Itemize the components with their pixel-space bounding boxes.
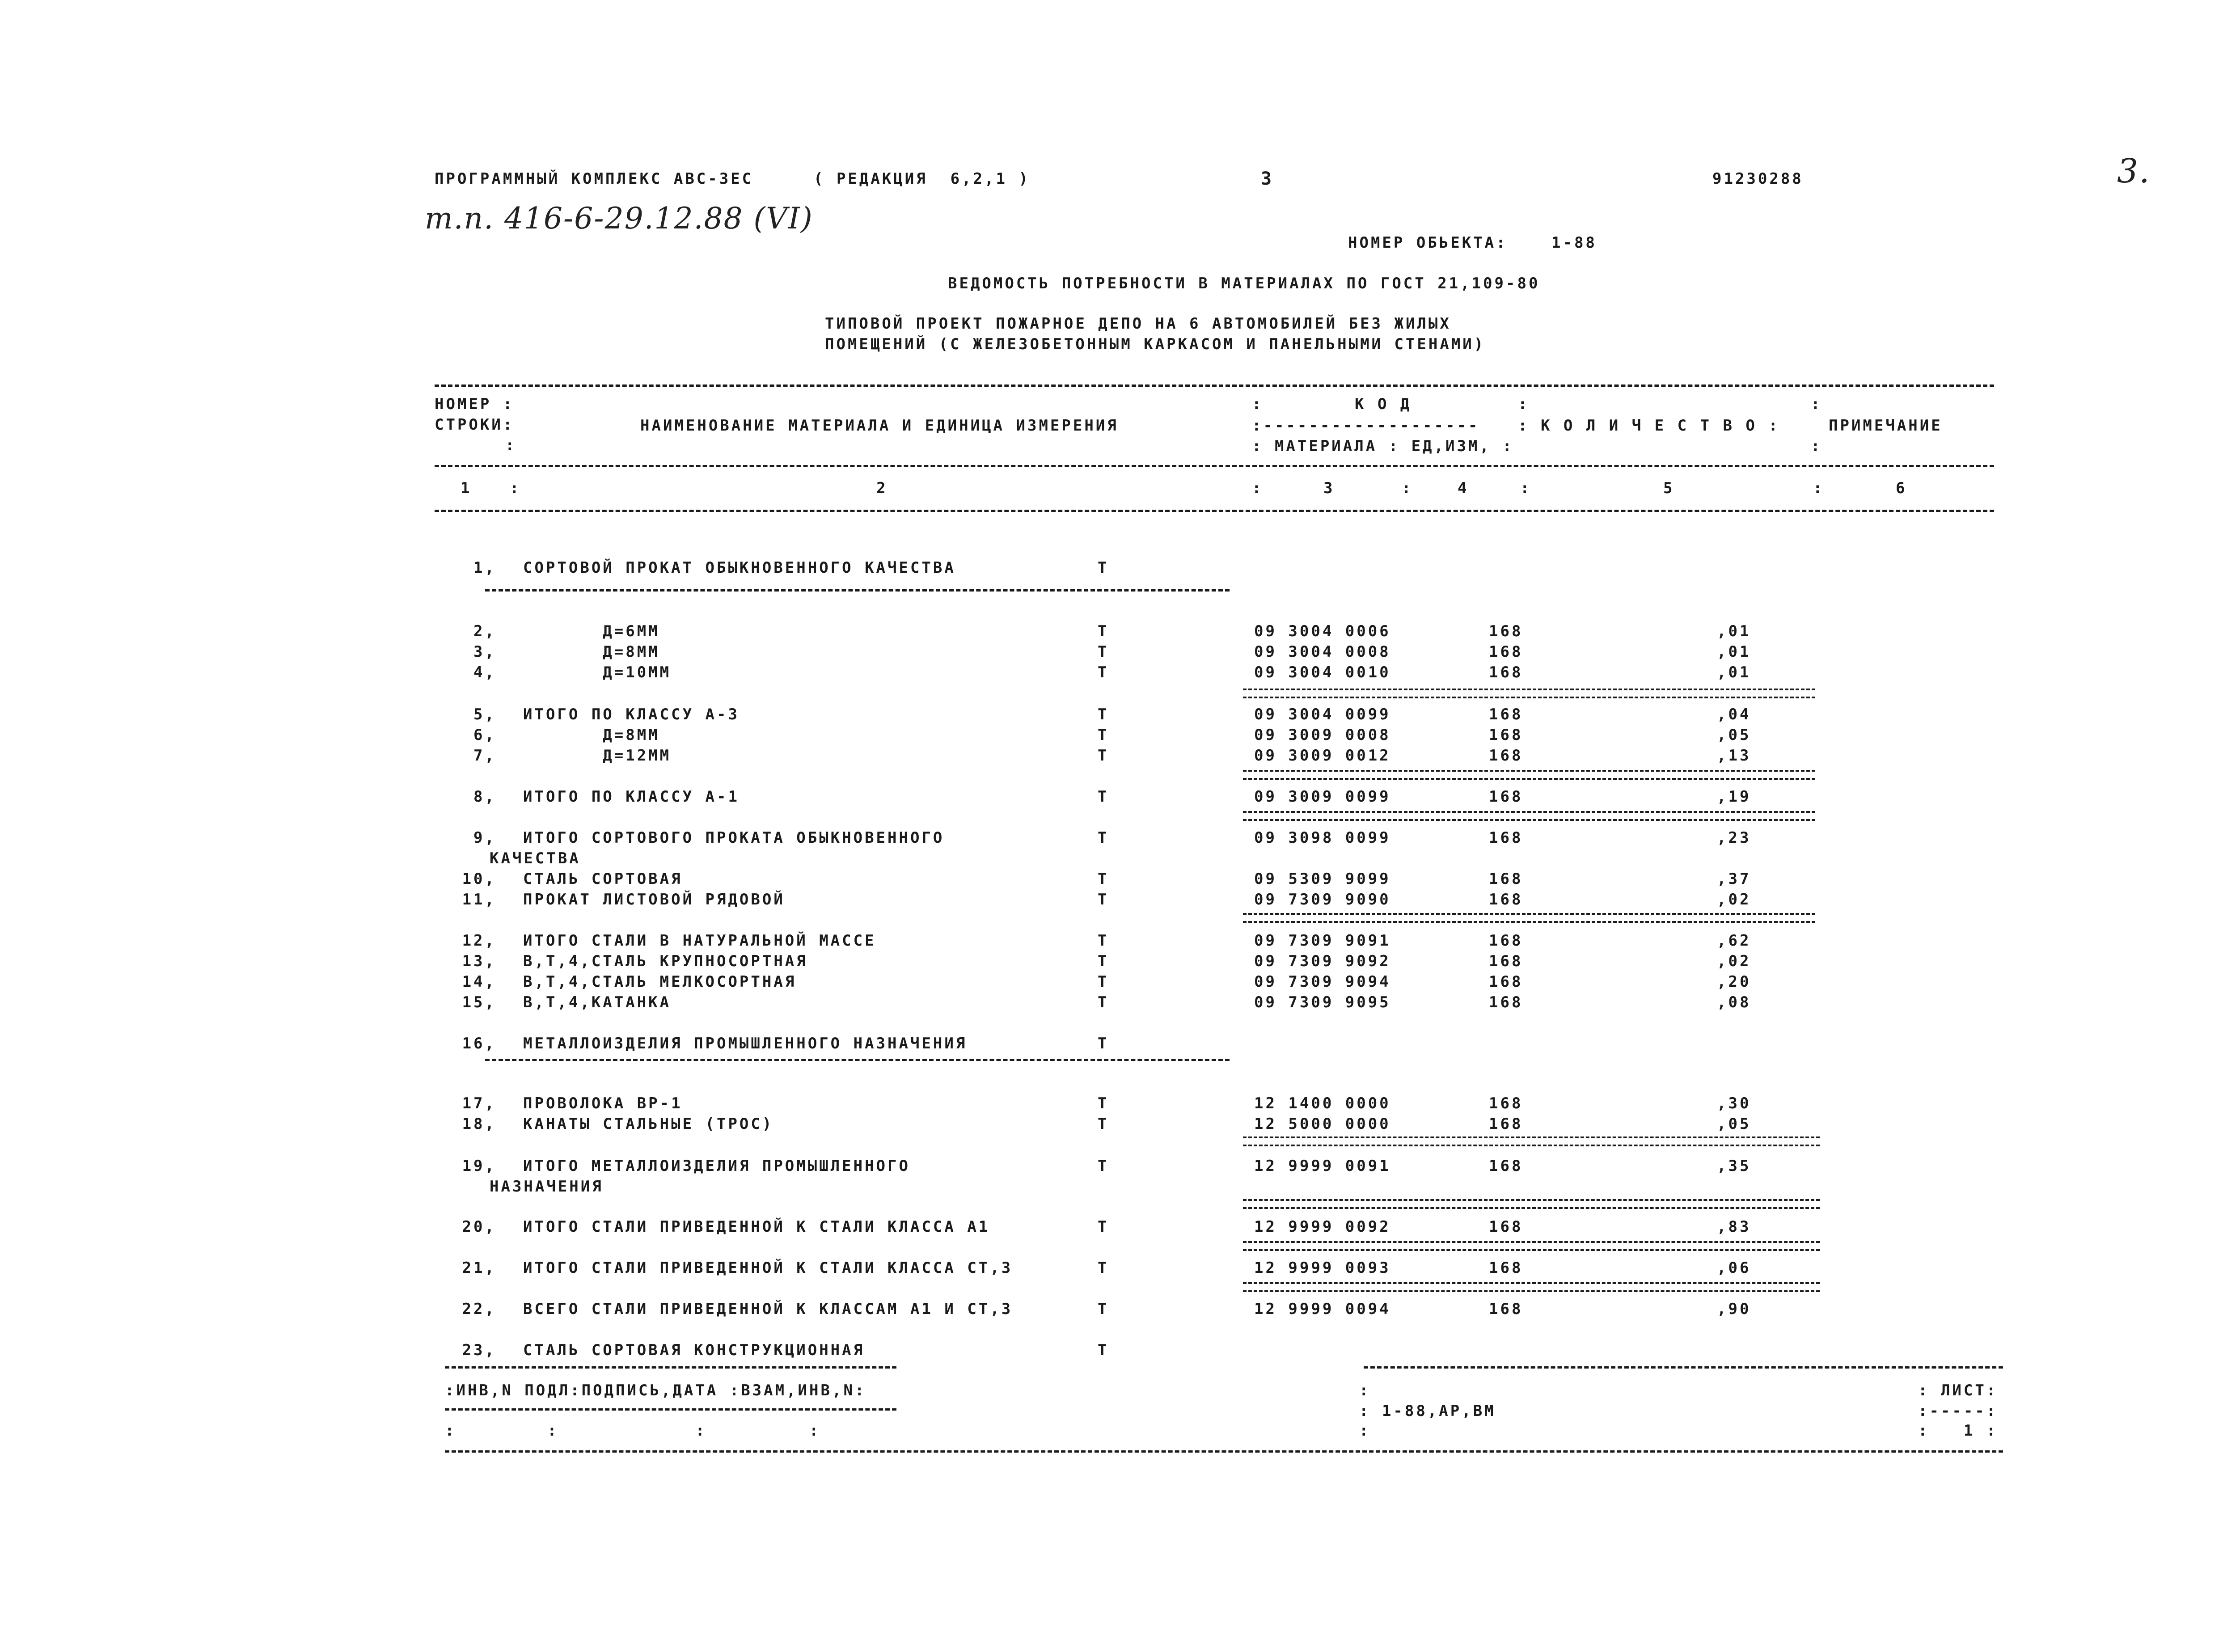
quantity: ,13 [1717, 747, 1751, 765]
stamp-bottom-rule [445, 1450, 2003, 1453]
material-code: 09 7309 9091 [1254, 932, 1391, 950]
header-quantity: : К О Л И Ч Е С Т В О : [1518, 417, 1780, 435]
row-number: 16, [462, 1035, 496, 1052]
stamp-right-mark: : [1359, 1382, 1371, 1399]
material-code: 12 9999 0094 [1254, 1300, 1391, 1318]
material-code: 09 3098 0099 [1254, 829, 1391, 847]
quantity: ,23 [1717, 829, 1751, 847]
table-row [0, 706, 2223, 726]
header-code: К О Д [1355, 395, 1412, 413]
header-row-number-1: НОМЕР : [435, 395, 515, 413]
row-number: 12, [462, 932, 496, 950]
unit: Т [1098, 622, 1109, 640]
unit-code: 168 [1489, 973, 1523, 991]
unit-code: 168 [1489, 891, 1523, 908]
header-mid-rule [435, 465, 1994, 467]
unit: Т [1098, 1341, 1109, 1359]
unit-code: 168 [1489, 952, 1523, 970]
material-code: 09 7309 9095 [1254, 993, 1391, 1011]
unit-code: 168 [1489, 932, 1523, 950]
header-code-divider: :------------------- [1252, 417, 1480, 435]
material-name: В,Т,4,СТАЛЬ МЕЛКОСОРТНАЯ [523, 973, 797, 991]
header-code-material: : МАТЕРИАЛА : ЕД,ИЗМ, : [1252, 437, 1514, 455]
material-name: ВСЕГО СТАЛИ ПРИВЕДЕННОЙ К КЛАССАМ А1 И СТ,3 [523, 1300, 1013, 1318]
quantity: ,01 [1717, 622, 1751, 640]
unit: Т [1098, 747, 1109, 765]
material-name: ПРОКАТ ЛИСТОВОЙ РЯДОВОЙ [523, 891, 785, 908]
table-row [0, 643, 2223, 663]
unit: Т [1098, 870, 1109, 888]
quantity: ,06 [1717, 1259, 1751, 1277]
header-bottom-rule [435, 510, 1994, 512]
material-code: 09 3009 0099 [1254, 788, 1391, 806]
table-row [0, 1094, 2223, 1115]
material-name: Д=8ММ [523, 726, 660, 744]
material-name: ИТОГО МЕТАЛЛОИЗДЕЛИЯ ПРОМЫШЛЕННОГО [523, 1157, 910, 1175]
row-number: 2, [473, 622, 496, 640]
quantity: ,01 [1717, 663, 1751, 681]
column-number-2: 2 [876, 479, 888, 497]
material-name: ПРОВОЛОКА ВР-1 [523, 1094, 683, 1112]
edition: ( РЕДАКЦИЯ 6,2,1 ) [814, 170, 1030, 188]
unit: Т [1098, 1115, 1109, 1133]
material-name: ИТОГО СТАЛИ В НАТУРАЛЬНОЙ МАССЕ [523, 932, 876, 950]
row-number: 14, [462, 973, 496, 991]
row-number: 10, [462, 870, 496, 888]
row-number: 17, [462, 1094, 496, 1112]
material-name: Д=6ММ [523, 622, 660, 640]
material-code: 09 3009 0008 [1254, 726, 1391, 744]
unit-code: 168 [1489, 726, 1523, 744]
material-name: В,Т,4,СТАЛЬ КРУПНОСОРТНАЯ [523, 952, 808, 970]
table-row [0, 870, 2223, 891]
unit-code: 168 [1489, 706, 1523, 723]
program-name: ПРОГРАММНЫЙ КОМПЛЕКС АВС-3ЕС [435, 170, 754, 188]
material-name: Д=10ММ [523, 663, 672, 681]
quantity: ,19 [1717, 788, 1751, 806]
unit-code: 168 [1489, 1300, 1523, 1318]
section-underline [485, 1059, 1230, 1061]
material-name: ИТОГО ПО КЛАССУ А-3 [523, 706, 740, 723]
header-code-sep-1: : [1252, 395, 1264, 413]
quantity: ,05 [1717, 726, 1751, 744]
stamp-left-labels: :ИНВ,N ПОДЛ:ПОДПИСЬ,ДАТА :ВЗАМ,ИНВ,N: [445, 1382, 866, 1399]
material-name: КАЧЕСТВА [490, 849, 581, 867]
object-number: 1-88 [1551, 234, 1597, 252]
row-number: 19, [462, 1157, 496, 1175]
material-code: 09 3004 0008 [1254, 643, 1391, 661]
unit: Т [1098, 1094, 1109, 1112]
sheet-separator: :-----: [1918, 1402, 1998, 1420]
material-name: Д=12ММ [523, 747, 672, 765]
header-note-sep-1: : [1811, 395, 1822, 413]
row-number: 4, [473, 663, 496, 681]
material-code: 09 3004 0010 [1254, 663, 1391, 681]
material-name: ИТОГО СТАЛИ ПРИВЕДЕННОЙ К СТАЛИ КЛАССА А1 [523, 1218, 990, 1236]
row-number: 1, [473, 559, 496, 577]
table-row [0, 849, 2223, 870]
header-note-sep-3: : [1811, 437, 1822, 455]
material-code: 09 3009 0012 [1254, 747, 1391, 765]
quantity: ,08 [1717, 993, 1751, 1011]
section-underline [485, 589, 1230, 592]
unit: Т [1098, 829, 1109, 847]
material-name: ИТОГО СОРТОВОГО ПРОКАТА ОБЫКНОВЕННОГО [523, 829, 945, 847]
stamp-left-blank: : : : : [445, 1422, 821, 1440]
header-note: ПРИМЕЧАНИЕ [1829, 417, 1943, 435]
column-number-3: 3 [1323, 479, 1335, 497]
material-code: 12 1400 0000 [1254, 1094, 1391, 1112]
document-code-stamp: : 1-88,АР,ВМ [1359, 1402, 1496, 1420]
table-row [0, 747, 2223, 767]
material-name: СТАЛЬ СОРТОВАЯ КОНСТРУКЦИОННАЯ [523, 1341, 865, 1359]
subtotal-rule [1243, 1137, 1820, 1146]
page-number: 3 [1261, 169, 1274, 189]
column-number-4: 4 [1458, 479, 1469, 497]
table-row [0, 726, 2223, 747]
unit-code: 168 [1489, 1115, 1523, 1133]
table-row [0, 993, 2223, 1014]
column-number-1: 1 [461, 479, 472, 497]
material-code: 12 9999 0092 [1254, 1218, 1391, 1236]
unit: Т [1098, 1218, 1109, 1236]
column-sep: : [1252, 479, 1264, 497]
unit-code: 168 [1489, 1218, 1523, 1236]
table-row [0, 932, 2223, 952]
subtotal-rule [1243, 1282, 1820, 1292]
quantity: ,30 [1717, 1094, 1751, 1112]
unit: Т [1098, 706, 1109, 723]
table-row [0, 1035, 2223, 1055]
unit-code: 168 [1489, 643, 1523, 661]
quantity: ,05 [1717, 1115, 1751, 1133]
material-code: 09 7309 9090 [1254, 891, 1391, 908]
column-sep: : [510, 479, 521, 497]
stamp-left-mid-rule [445, 1408, 896, 1411]
material-name: МЕТАЛЛОИЗДЕЛИЯ ПРОМЫШЛЕННОГО НАЗНАЧЕНИЯ [523, 1035, 968, 1052]
row-number: 13, [462, 952, 496, 970]
quantity: ,04 [1717, 706, 1751, 723]
unit: Т [1098, 952, 1109, 970]
unit-code: 168 [1489, 663, 1523, 681]
unit: Т [1098, 643, 1109, 661]
material-code: 12 9999 0093 [1254, 1259, 1391, 1277]
column-number-6: 6 [1896, 479, 1907, 497]
material-code: 12 5000 0000 [1254, 1115, 1391, 1133]
table-row [0, 952, 2223, 973]
sheet-label: : ЛИСТ: [1918, 1382, 1998, 1399]
quantity: ,01 [1717, 643, 1751, 661]
material-code: 09 3004 0006 [1254, 622, 1391, 640]
material-code: 09 7309 9092 [1254, 952, 1391, 970]
quantity: ,35 [1717, 1157, 1751, 1175]
row-number: 8, [473, 788, 496, 806]
document-subtitle-1: ТИПОВОЙ ПРОЕКТ ПОЖАРНОЕ ДЕПО НА 6 АВТОМОБИЛЕЙ БЕЗ ЖИЛЫХ [825, 315, 1451, 333]
unit: Т [1098, 726, 1109, 744]
row-number: 20, [462, 1218, 496, 1236]
header-code-sep-2: : [1518, 395, 1530, 413]
quantity: ,02 [1717, 952, 1751, 970]
unit: Т [1098, 1300, 1109, 1318]
material-name: СОРТОВОЙ ПРОКАТ ОБЫКНОВЕННОГО КАЧЕСТВА [523, 559, 956, 577]
row-number: 18, [462, 1115, 496, 1133]
document-subtitle-2: ПОМЕЩЕНИЙ (С ЖЕЛЕЗОБЕТОННЫМ КАРКАСОМ И ПАНЕЛЬНЫМИ СТЕНАМИ) [825, 335, 1486, 353]
row-number: 11, [462, 891, 496, 908]
material-name: ИТОГО ПО КЛАССУ А-1 [523, 788, 740, 806]
header-row-number-2: СТРОКИ: [435, 416, 515, 434]
table-top-rule [435, 384, 1994, 387]
row-number: 22, [462, 1300, 496, 1318]
row-number: 23, [462, 1341, 496, 1359]
table-row [0, 1115, 2223, 1136]
column-sep: : [1520, 479, 1532, 497]
table-row [0, 622, 2223, 643]
unit-code: 168 [1489, 993, 1523, 1011]
material-name: ИТОГО СТАЛИ ПРИВЕДЕННОЙ К СТАЛИ КЛАССА СТ,3 [523, 1259, 1013, 1277]
table-row [0, 1218, 2223, 1238]
subtotal-rule [1243, 1241, 1820, 1251]
row-number: 15, [462, 993, 496, 1011]
column-sep: : [1813, 479, 1825, 497]
subtotal-rule [1243, 913, 1815, 923]
table-row [0, 663, 2223, 684]
quantity: ,02 [1717, 891, 1751, 908]
material-name: НАЗНАЧЕНИЯ [490, 1178, 604, 1196]
material-code: 09 7309 9094 [1254, 973, 1391, 991]
material-name: СТАЛЬ СОРТОВАЯ [523, 870, 683, 888]
unit: Т [1098, 559, 1109, 577]
table-row [0, 1259, 2223, 1280]
unit: Т [1098, 993, 1109, 1011]
unit: Т [1098, 663, 1109, 681]
stamp-left-top-rule [445, 1366, 896, 1369]
material-name: КАНАТЫ СТАЛЬНЫЕ (ТРОС) [523, 1115, 774, 1133]
header-row-number-3: : [505, 436, 517, 454]
row-number: 21, [462, 1259, 496, 1277]
row-number: 9, [473, 829, 496, 847]
corner-page-mark: 3. [2117, 152, 2151, 190]
table-row [0, 1157, 2223, 1178]
table-row [0, 788, 2223, 808]
handwritten-project-id: т.п. 416-6-29.12.88 (VI) [425, 201, 813, 236]
quantity: ,37 [1717, 870, 1751, 888]
unit-code: 168 [1489, 870, 1523, 888]
table-row [0, 829, 2223, 849]
document-title: ВЕДОМОСТЬ ПОТРЕБНОСТИ В МАТЕРИАЛАХ ПО ГОСТ 21,109-80 [948, 275, 1540, 292]
table-row [0, 559, 2223, 579]
subtotal-rule [1243, 1199, 1820, 1209]
unit: Т [1098, 788, 1109, 806]
unit-code: 168 [1489, 747, 1523, 765]
column-number-5: 5 [1663, 479, 1675, 497]
table-row [0, 1341, 2223, 1362]
material-code: 09 5309 9099 [1254, 870, 1391, 888]
unit: Т [1098, 1157, 1109, 1175]
unit-code: 168 [1489, 1157, 1523, 1175]
object-label: НОМЕР ОБЬЕКТА: [1348, 234, 1508, 252]
quantity: ,62 [1717, 932, 1751, 950]
quantity: ,20 [1717, 973, 1751, 991]
unit-code: 168 [1489, 829, 1523, 847]
unit: Т [1098, 932, 1109, 950]
unit-code: 168 [1489, 1094, 1523, 1112]
quantity: ,83 [1717, 1218, 1751, 1236]
unit: Т [1098, 1259, 1109, 1277]
table-row [0, 1178, 2223, 1198]
row-number: 6, [473, 726, 496, 744]
unit-code: 168 [1489, 622, 1523, 640]
row-number: 5, [473, 706, 496, 723]
material-code: 09 3004 0099 [1254, 706, 1391, 723]
unit-code: 168 [1489, 1259, 1523, 1277]
unit: Т [1098, 1035, 1109, 1052]
material-name: В,Т,4,КАТАНКА [523, 993, 672, 1011]
row-number: 7, [473, 747, 496, 765]
unit: Т [1098, 891, 1109, 908]
stamp-right-blank: : [1359, 1422, 1371, 1440]
table-row [0, 1300, 2223, 1321]
sheet-number: : 1 : [1918, 1422, 1998, 1440]
row-number: 3, [473, 643, 496, 661]
subtotal-rule [1243, 770, 1815, 780]
column-sep: : [1402, 479, 1413, 497]
subtotal-rule [1243, 689, 1815, 698]
table-row [0, 891, 2223, 911]
subtotal-rule [1243, 811, 1815, 821]
material-code: 12 9999 0091 [1254, 1157, 1391, 1175]
table-row [0, 973, 2223, 993]
header-material-name: НАИМЕНОВАНИЕ МАТЕРИАЛА И ЕДИНИЦА ИЗМЕРЕНИЯ [640, 417, 1119, 435]
material-name: Д=8ММ [523, 643, 660, 661]
unit: Т [1098, 973, 1109, 991]
stamp-right-top-rule [1364, 1366, 2003, 1369]
document-code: 91230288 [1712, 170, 1804, 188]
unit-code: 168 [1489, 788, 1523, 806]
quantity: ,90 [1717, 1300, 1751, 1318]
